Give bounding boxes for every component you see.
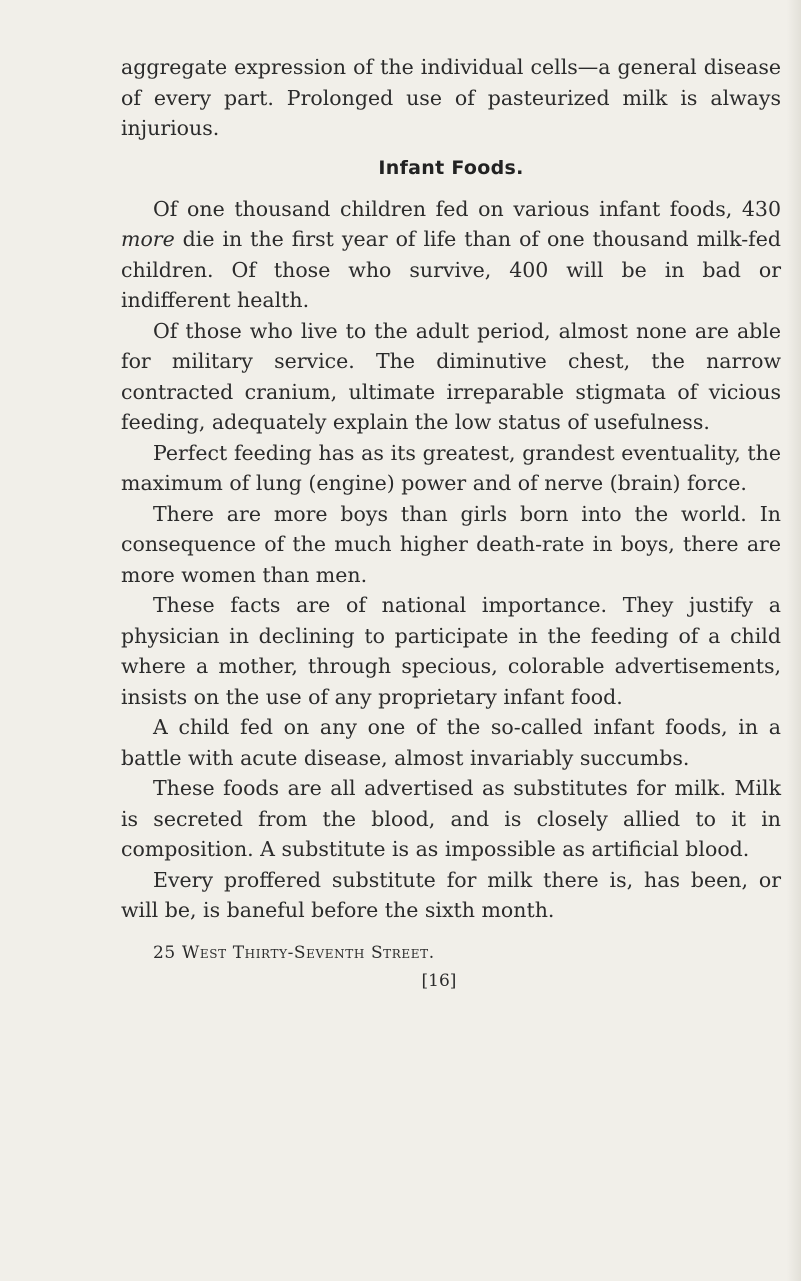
paragraph-sixth-month: Every proffered substitute for milk there is, has been, or will be, is baneful before the sixth month. [121,867,781,922]
italic-emphasis: more [121,227,175,251]
paragraph-adult-period: Of those who live to the adult period, almost none are able for military service. The diminutive chest, the narrow contracted cranium, ultimate irreparable stigmata of vicious feeding, adequately explain the low status of usefulness. [121,318,781,434]
paragraph-acute-disease: A child fed on any one of the so-called infant foods, in a battle with acute disease, almost invariably succumbs. [121,715,781,770]
paragraph-substitutes-for-milk: These foods are all advertised as substitutes for milk. Milk is secreted from the blood, and is closely allied to it in composition. A substitute is as impossible as artificial blood. [121,776,781,861]
page-body [121,52,781,992]
section-heading: Infant Foods. [378,156,524,179]
paragraph-infant-foods-mortality [121,194,781,316]
paragraph-text: die in the first year of life than of one thousand milk-fed children. Of those who survive, 400 will be in bad or indifferent health. [121,227,781,312]
paragraph-boys-and-girls: There are more boys than girls born into the world. In consequence of the much higher death-rate in boys, there are more women than men. [121,501,781,587]
paragraph-text: Of one thousand children fed on various infant foods, 430 [153,196,781,221]
author-address: 25 West Thirty-Seventh Street. [153,942,435,963]
opening-paragraph: aggregate expression of the individual cells—a general disease of every part. Prolonged use of pasteurized milk is always injurious. [121,55,781,140]
page-edge-shadow [787,0,801,1281]
paragraph-national-importance: These facts are of national importance. They justify a physician in declining to participate in the feeding of a child where a mother, through specious, colorable advertisements, insists on the use of any proprietary infant food. [121,593,781,709]
paragraph-perfect-feeding: Perfect feeding has as its greatest, grandest eventuality, the maximum of lung (engine) power and of nerve (brain) force. [121,440,781,495]
page-number: [16] [421,970,457,991]
